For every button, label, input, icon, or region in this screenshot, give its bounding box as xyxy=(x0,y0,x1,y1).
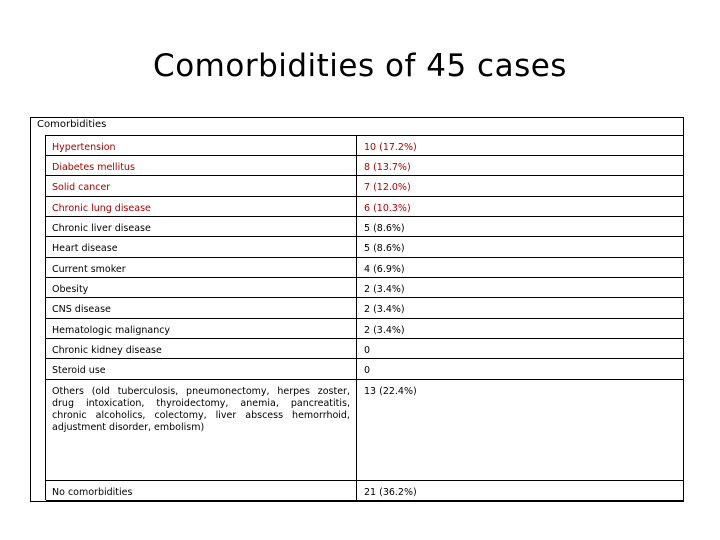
table-body xyxy=(45,135,683,500)
row-label: Heart disease xyxy=(52,243,118,254)
table-row xyxy=(46,481,684,501)
row-label: Current smoker xyxy=(52,264,126,275)
table-row xyxy=(46,197,684,217)
row-value: 6 (10.3%) xyxy=(364,203,411,214)
row-label: Others (old tuberculosis, pneumonectomy, herpes zoster, drug intoxication, thyroidectomy, anemia, pancreatitis, chronic alcoholics, colectomy, liver abscess hemorrhoid, adjustment disorder, embolism) xyxy=(52,386,350,433)
table-row xyxy=(46,258,684,278)
row-label: Chronic kidney disease xyxy=(52,345,162,356)
row-label: Obesity xyxy=(52,284,89,295)
row-value: 13 (22.4%) xyxy=(364,386,417,397)
table-row xyxy=(46,136,684,156)
table-row xyxy=(46,278,684,298)
row-value: 0 xyxy=(364,365,371,376)
row-value: 2 (3.4%) xyxy=(364,304,405,315)
row-value: 5 (8.6%) xyxy=(364,223,405,234)
table-row xyxy=(46,359,684,380)
table-row xyxy=(46,217,684,237)
table-row xyxy=(46,237,684,258)
row-label: Solid cancer xyxy=(52,182,111,193)
row-label: No comorbidities xyxy=(52,487,133,498)
row-label: Steroid use xyxy=(52,365,106,376)
table-row xyxy=(46,319,684,339)
row-label: Diabetes mellitus xyxy=(52,162,135,173)
table-row xyxy=(46,176,684,197)
table-row xyxy=(46,339,684,359)
row-label: Chronic lung disease xyxy=(52,203,151,214)
row-value: 0 xyxy=(364,345,371,356)
row-value: 7 (12.0%) xyxy=(364,182,411,193)
row-label: Hypertension xyxy=(52,142,116,153)
page-title: Comorbidities of 45 cases xyxy=(153,48,567,84)
row-value: 4 (6.9%) xyxy=(364,264,405,275)
row-value: 5 (8.6%) xyxy=(364,243,405,254)
table-row xyxy=(46,156,684,176)
row-label: CNS disease xyxy=(52,304,111,315)
comorbidities-table xyxy=(30,117,684,502)
row-value: 2 (3.4%) xyxy=(364,284,405,295)
row-value: 10 (17.2%) xyxy=(364,142,417,153)
table-row xyxy=(46,298,684,319)
row-label: Chronic liver disease xyxy=(52,223,151,234)
row-value: 21 (36.2%) xyxy=(364,487,417,498)
row-value: 2 (3.4%) xyxy=(364,325,405,336)
table-header: Comorbidities xyxy=(37,119,107,130)
table-row xyxy=(46,380,684,481)
row-value: 8 (13.7%) xyxy=(364,162,411,173)
row-label: Hematologic malignancy xyxy=(52,325,171,336)
